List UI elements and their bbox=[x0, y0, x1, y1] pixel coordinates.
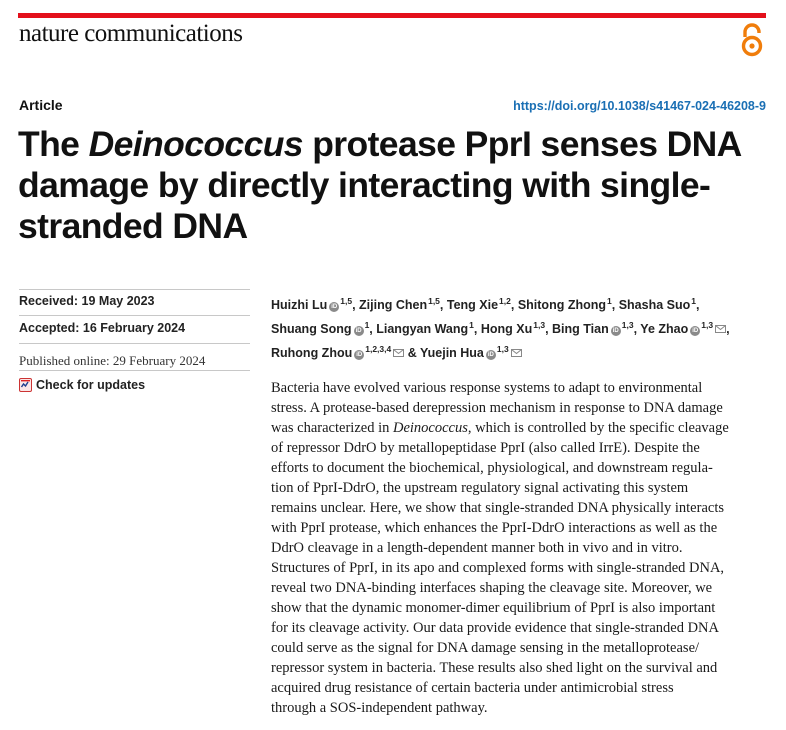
affiliation-number: 1,5 bbox=[340, 296, 353, 306]
author-name-text: Bing Tian bbox=[552, 322, 609, 336]
journal-name[interactable]: nature communications bbox=[19, 20, 243, 47]
abstract-line: Bacteria have evolved various response systems to adapt to environmental bbox=[271, 380, 703, 396]
check-for-updates-label: Check for updates bbox=[36, 378, 146, 392]
abstract-line: tion of PprI-DdrO, the upstream regulatory signal activating this system bbox=[271, 480, 689, 496]
affiliation-number: 1,5 bbox=[428, 296, 440, 306]
email-icon[interactable] bbox=[393, 349, 404, 357]
author-name[interactable] bbox=[640, 322, 726, 336]
author-name[interactable] bbox=[359, 298, 440, 312]
affiliation-number: 1,2,3,4 bbox=[365, 344, 392, 354]
affiliation-number: 1 bbox=[364, 320, 370, 330]
journal-accent-bar bbox=[18, 13, 766, 18]
author-separator: , bbox=[611, 298, 619, 312]
author-name[interactable] bbox=[420, 346, 522, 360]
author-separator: & bbox=[404, 346, 420, 360]
abstract-line: with PprI protease, which enhances the PprI-DdrO interactions as well as the bbox=[271, 520, 718, 536]
author-name-text: Shasha Suo bbox=[618, 298, 691, 312]
author-name-text: Shuang Song bbox=[271, 322, 352, 336]
affiliation-number: 1 bbox=[691, 296, 696, 306]
doi-link[interactable]: https://doi.org/10.1038/s41467-024-46208-9 bbox=[513, 99, 766, 113]
orcid-icon[interactable]: iD bbox=[487, 352, 494, 358]
author-name[interactable] bbox=[376, 322, 474, 336]
affiliation-number: 1 bbox=[607, 296, 612, 306]
orcid-icon[interactable]: iD bbox=[612, 328, 619, 334]
abstract-line: of repressor DdrO by metallopeptidase PprI (also called IrrE). Despite the bbox=[271, 440, 700, 456]
author-name[interactable] bbox=[619, 298, 696, 312]
check-for-updates-button[interactable] bbox=[19, 378, 145, 392]
abstract-italic-text: Deinococcus bbox=[392, 420, 468, 436]
abstract bbox=[271, 378, 776, 718]
abstract-line: repressor system in bacteria. These results also shed light on the survival and bbox=[271, 660, 718, 676]
received-date: Received: 19 May 2023 bbox=[19, 294, 155, 308]
author-name-text: Ruhong Zhou bbox=[271, 346, 353, 360]
affiliation-number: 1,3 bbox=[533, 320, 546, 330]
author-name-text: Liangyan Wang bbox=[376, 322, 469, 336]
abstract-line: reveal two DNA-binding interfaces shaping the cleavage site. Moreover, we bbox=[271, 580, 713, 596]
abstract-line: for its cleavage activity. Our data provide evidence that single-stranded DNA bbox=[271, 620, 719, 636]
author-name[interactable] bbox=[271, 346, 404, 360]
divider bbox=[19, 370, 250, 371]
accepted-date: Accepted: 16 February 2024 bbox=[19, 321, 186, 335]
email-icon[interactable] bbox=[715, 325, 726, 333]
orcid-icon[interactable]: iD bbox=[331, 304, 338, 310]
author-separator: , bbox=[726, 322, 730, 336]
affiliation-number: 1,2 bbox=[499, 296, 511, 306]
abstract-line: acquired drug resistance of certain bacteria under antimicrobial stress bbox=[271, 680, 674, 696]
abstract-line: DdrO cleavage in a length-dependent manner both in vivo and in vitro. bbox=[271, 540, 683, 556]
abstract-line: show that the dynamic monomer-dimer equilibrium of PprI is also important bbox=[271, 600, 716, 616]
affiliation-number: 1,3 bbox=[496, 344, 509, 354]
abstract-line: was characterized in Deinococcus, which is controlled by the specific cleavage bbox=[271, 420, 729, 436]
abstract-line: efforts to document the biochemical, physiological, and downstream regula- bbox=[271, 460, 713, 476]
email-icon[interactable] bbox=[511, 349, 522, 357]
author-separator: , bbox=[633, 322, 641, 336]
article-type: Article bbox=[19, 97, 63, 113]
author-name[interactable] bbox=[271, 298, 352, 312]
abstract-line: could serve as the signal for DNA damage sensing in the metalloprotease/ bbox=[271, 640, 700, 656]
check-for-updates-icon bbox=[19, 378, 32, 392]
title-text-end: protease PprI senses DNA damage by directly interacting with single-stranded DNA bbox=[18, 124, 741, 246]
orcid-icon[interactable]: iD bbox=[355, 328, 362, 334]
author-name-text: Huizhi Lu bbox=[271, 298, 328, 312]
article-title bbox=[18, 124, 778, 247]
orcid-icon[interactable]: iD bbox=[356, 352, 363, 358]
author-separator: , bbox=[352, 298, 360, 312]
author-name[interactable] bbox=[518, 298, 612, 312]
author-name-text: Teng Xie bbox=[446, 298, 499, 312]
published-date: Published online: 29 February 2024 bbox=[19, 353, 206, 368]
author-separator: , bbox=[369, 322, 377, 336]
author-separator: , bbox=[545, 322, 553, 336]
author-separator: , bbox=[473, 322, 481, 336]
author-name[interactable] bbox=[447, 298, 511, 312]
author-separator: , bbox=[510, 298, 518, 312]
abstract-line: stress. A protease-based derepression mechanism in response to DNA damage bbox=[271, 400, 723, 416]
divider bbox=[19, 315, 250, 316]
title-italic-genus: Deinococcus bbox=[88, 124, 303, 164]
open-access-lock-icon bbox=[740, 22, 764, 58]
divider bbox=[19, 289, 250, 290]
author-separator: , bbox=[695, 298, 700, 312]
orcid-icon[interactable]: iD bbox=[692, 328, 699, 334]
affiliation-number: 1,3 bbox=[621, 320, 634, 330]
abstract-line: remains unclear. Here, we show that single-stranded DNA physically interacts bbox=[271, 500, 724, 516]
affiliation-number: 1 bbox=[469, 320, 474, 330]
abstract-line: Structures of PprI, in its apo and complexed forms with single-stranded DNA, bbox=[271, 560, 725, 576]
author-name-text: Hong Xu bbox=[480, 322, 533, 336]
author-name[interactable] bbox=[552, 322, 634, 336]
author-name[interactable] bbox=[481, 322, 545, 336]
title-text-start: The bbox=[18, 124, 89, 164]
author-separator: , bbox=[439, 298, 447, 312]
divider bbox=[19, 343, 250, 344]
affiliation-number: 1,3 bbox=[701, 320, 714, 330]
author-list bbox=[271, 291, 771, 363]
author-name-text: Zijing Chen bbox=[359, 298, 428, 312]
author-name-text: Yuejin Hua bbox=[419, 346, 484, 360]
author-name-text: Shitong Zhong bbox=[517, 298, 606, 312]
author-name[interactable] bbox=[271, 322, 369, 336]
abstract-line: through a SOS-independent pathway. bbox=[271, 700, 488, 716]
author-name-text: Ye Zhao bbox=[640, 322, 689, 336]
